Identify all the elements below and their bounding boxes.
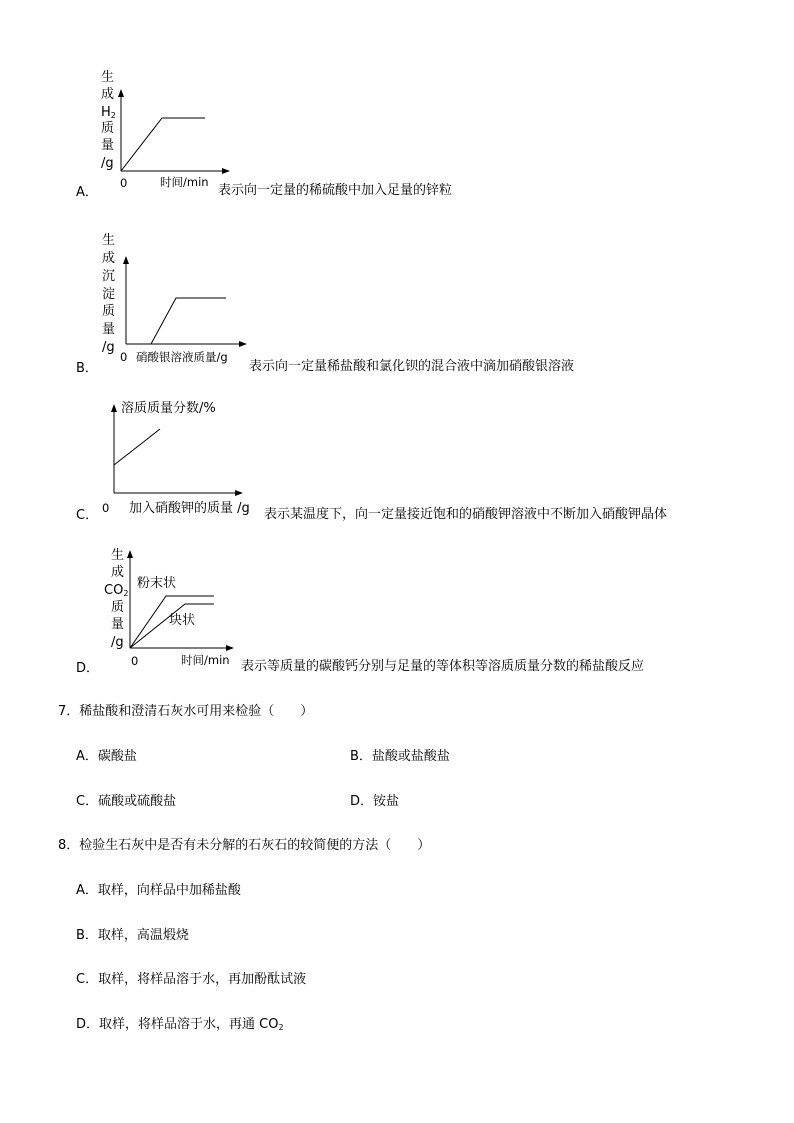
choice-a: A．碳酸盐 bbox=[76, 749, 137, 764]
y-label-char: 质 bbox=[102, 304, 116, 319]
question-stem: 8．检验生石灰中是否有未分解的石灰石的较简便的方法（ ） bbox=[58, 838, 431, 853]
x-axis-label: 时间/min bbox=[181, 653, 230, 667]
choice-d: D．铵盐 bbox=[350, 794, 400, 809]
origin-label: 0 bbox=[120, 176, 128, 190]
y-label-char: /g bbox=[102, 340, 115, 355]
origin-label: 0 bbox=[102, 501, 110, 515]
option-description: 表示向一定量稀盐酸和氯化钡的混合液中滴加硝酸银溶液 bbox=[249, 359, 575, 374]
x-axis-label: 硝酸银溶液质量/g bbox=[136, 350, 228, 364]
option-letter: B． bbox=[76, 361, 98, 376]
origin-label: 0 bbox=[131, 654, 139, 668]
y-label-char: 质 bbox=[101, 121, 115, 136]
y-label-char: 成 bbox=[111, 565, 125, 580]
option-letter: C． bbox=[76, 508, 99, 523]
x-axis-label: 时间/min bbox=[160, 175, 209, 189]
y-label-char: 生 bbox=[111, 548, 125, 563]
x-axis-label: 加入硝酸钾的质量 /g bbox=[129, 501, 250, 516]
option-description: 表示等质量的碳酸钙分别与足量的等体积等溶质质量分数的稀盐酸反应 bbox=[241, 659, 645, 674]
option-description: 表示某温度下，向一定量接近饱和的硝酸钾溶液中不断加入硝酸钾晶体 bbox=[264, 507, 668, 522]
y-label-char: 量 bbox=[101, 138, 115, 153]
y-label-char: 生 bbox=[102, 233, 116, 248]
y-label-char: /g bbox=[101, 156, 114, 171]
option-letter: A． bbox=[76, 185, 98, 200]
choice-b: B．取样，高温煅烧 bbox=[76, 928, 189, 943]
origin-label: 0 bbox=[120, 350, 128, 364]
y-label-char: 成 bbox=[102, 251, 116, 266]
y-label-char: 淀 bbox=[102, 287, 116, 302]
y-label-h2: $H_2$ bbox=[101, 105, 116, 120]
choice-d: D．取样，将样品溶于水，再通 $CO_2$ bbox=[76, 1017, 284, 1032]
y-label-co2: $CO_2$ bbox=[104, 583, 129, 598]
y-label-char: 生 bbox=[101, 70, 115, 85]
choice-b: B．盐酸或盐酸盐 bbox=[350, 749, 450, 764]
y-label-char: 量 bbox=[111, 617, 125, 632]
choice-c: C．硫酸或硫酸盐 bbox=[76, 794, 177, 809]
y-label-char: 量 bbox=[102, 322, 116, 337]
choice-c: C．取样，将样品溶于水，再加酚酞试液 bbox=[76, 972, 307, 987]
y-axis-label: 溶质质量分数/% bbox=[121, 401, 216, 416]
y-label-char: 沉 bbox=[102, 269, 116, 284]
lump-label: 块状 bbox=[169, 613, 196, 628]
question-stem: 7．稀盐酸和澄清石灰水可用来检验（ ） bbox=[58, 704, 314, 719]
y-label-char: 成 bbox=[101, 87, 115, 102]
option-letter: D． bbox=[76, 661, 100, 676]
option-description: 表示向一定量的稀硫酸中加入足量的锌粒 bbox=[218, 183, 453, 198]
y-label-char: /g bbox=[111, 635, 124, 650]
choice-a: A．取样，向样品中加稀盐酸 bbox=[76, 883, 241, 898]
y-label-char: 质 bbox=[111, 600, 125, 615]
powder-label: 粉末状 bbox=[137, 576, 177, 591]
